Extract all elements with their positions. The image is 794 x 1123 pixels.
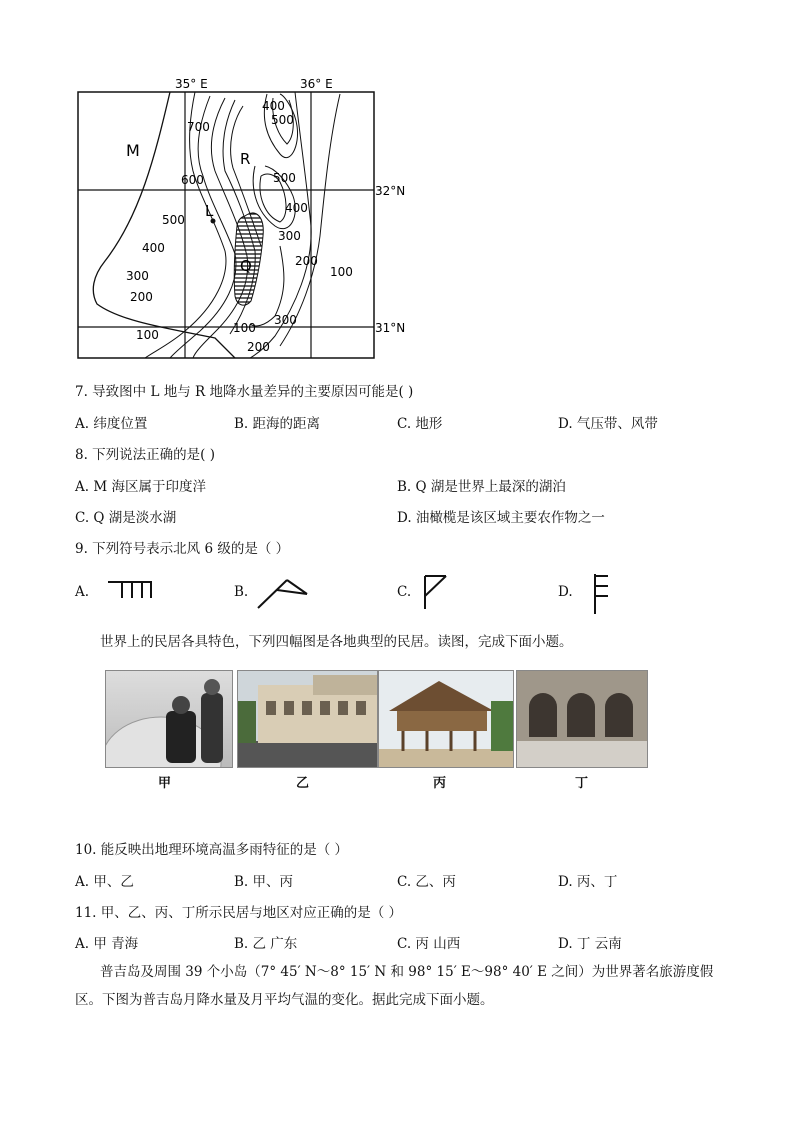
map-frame [78,92,374,358]
question-10-stem: 10. 能反映出地理环境高温多雨特征的是（ ） [75,842,349,858]
label-l: L [205,202,214,220]
contour-label: 200 [130,290,153,304]
q7-option-a[interactable]: A. 纬度位置 [75,416,148,432]
q8-option-b[interactable]: B. Q 湖是世界上最深的湖泊 [397,479,566,495]
q10-option-a[interactable]: A. 甲、乙 [75,874,134,890]
q8-option-a[interactable]: A. M 海区属于印度洋 [75,479,206,495]
photo-caption-ding: 丁 [575,776,589,791]
q10-option-d[interactable]: D. 丙、丁 [558,874,618,890]
lon-label-36: 36° E [300,77,333,91]
q7-option-c[interactable]: C. 地形 [397,416,443,432]
label-r: R [240,150,251,168]
lat-label-31: 31°N [375,321,406,335]
intro-phuket: 普吉岛及周围 39 个小岛（7° 45′ N～8° 15′ N 和 98° 15′ E～98° 40′ E 之间）为世界著名旅游度假区。下图为普吉岛月降水量及月平均气温的变化。据此完成下面小题。 [75,964,714,1008]
question-11-stem: 11. 甲、乙、丙、丁所示民居与地区对应正确的是（ ） [75,905,403,921]
label-q: Q [240,257,252,275]
photo-jia [105,670,233,768]
q11-option-b[interactable]: B. 乙 广东 [234,936,298,952]
contour-label: 300 [126,269,149,283]
lat-label-32: 32°N [375,184,406,198]
q9-option-b[interactable]: B. [234,584,249,600]
wind-symbol-a [106,578,156,600]
q9-option-d[interactable]: D. [558,584,573,600]
photo-bing [378,670,514,768]
photo-yi [237,670,378,768]
contour-label: 200 [247,340,270,354]
contour-label: 500 [162,213,185,227]
question-7-stem: 7. 导致图中 L 地与 R 地降水量差异的主要原因可能是( ) [75,384,414,400]
q8-option-c[interactable]: C. Q 湖是淡水湖 [75,510,177,526]
question-9-stem: 9. 下列符号表示北风 6 级的是（ ） [75,541,290,557]
q7-option-b[interactable]: B. 距海的距离 [234,416,321,432]
q11-option-d[interactable]: D. 丁 云南 [558,936,622,952]
contour-label: 500 [271,113,294,127]
q7-option-d[interactable]: D. 气压带、风带 [558,416,658,432]
photo-caption-bing: 丙 [433,776,447,791]
contour-label: 100 [233,321,256,335]
contour-label: 400 [262,99,285,113]
q9-option-c[interactable]: C. [397,584,412,600]
q11-option-c[interactable]: C. 丙 山西 [397,936,461,952]
contour-label: 600 [181,173,204,187]
q9-option-a[interactable]: A. [75,584,90,600]
contour-label: 500 [273,171,296,185]
contour-label: 100 [136,328,159,342]
contour-label: 700 [187,120,210,134]
contour-label: 400 [285,201,308,215]
photo-caption-yi: 乙 [296,776,310,791]
photo-ding [516,670,648,768]
contour-map [75,76,415,362]
q8-option-d[interactable]: D. 油橄榄是该区域主要农作物之一 [397,510,605,526]
contour-label: 400 [142,241,165,255]
label-m: M [126,141,140,160]
contour-label: 300 [278,229,301,243]
q10-option-b[interactable]: B. 甲、丙 [234,874,294,890]
wind-symbol-c [420,572,454,612]
contour-label: 200 [295,254,318,268]
wind-symbol-b [255,572,311,612]
contour-label: 100 [330,265,353,279]
wind-symbol-d [590,572,614,616]
photo-caption-jia: 甲 [158,776,172,791]
contour-label: 300 [274,313,297,327]
question-8-stem: 8. 下列说法正确的是( ) [75,447,215,463]
q11-option-a[interactable]: A. 甲 青海 [75,936,139,952]
q10-option-c[interactable]: C. 乙、丙 [397,874,456,890]
intro-dwellings: 世界上的民居各具特色，下列四幅图是各地典型的民居。读图，完成下面小题。 [100,634,573,650]
lon-label-35: 35° E [175,77,208,91]
